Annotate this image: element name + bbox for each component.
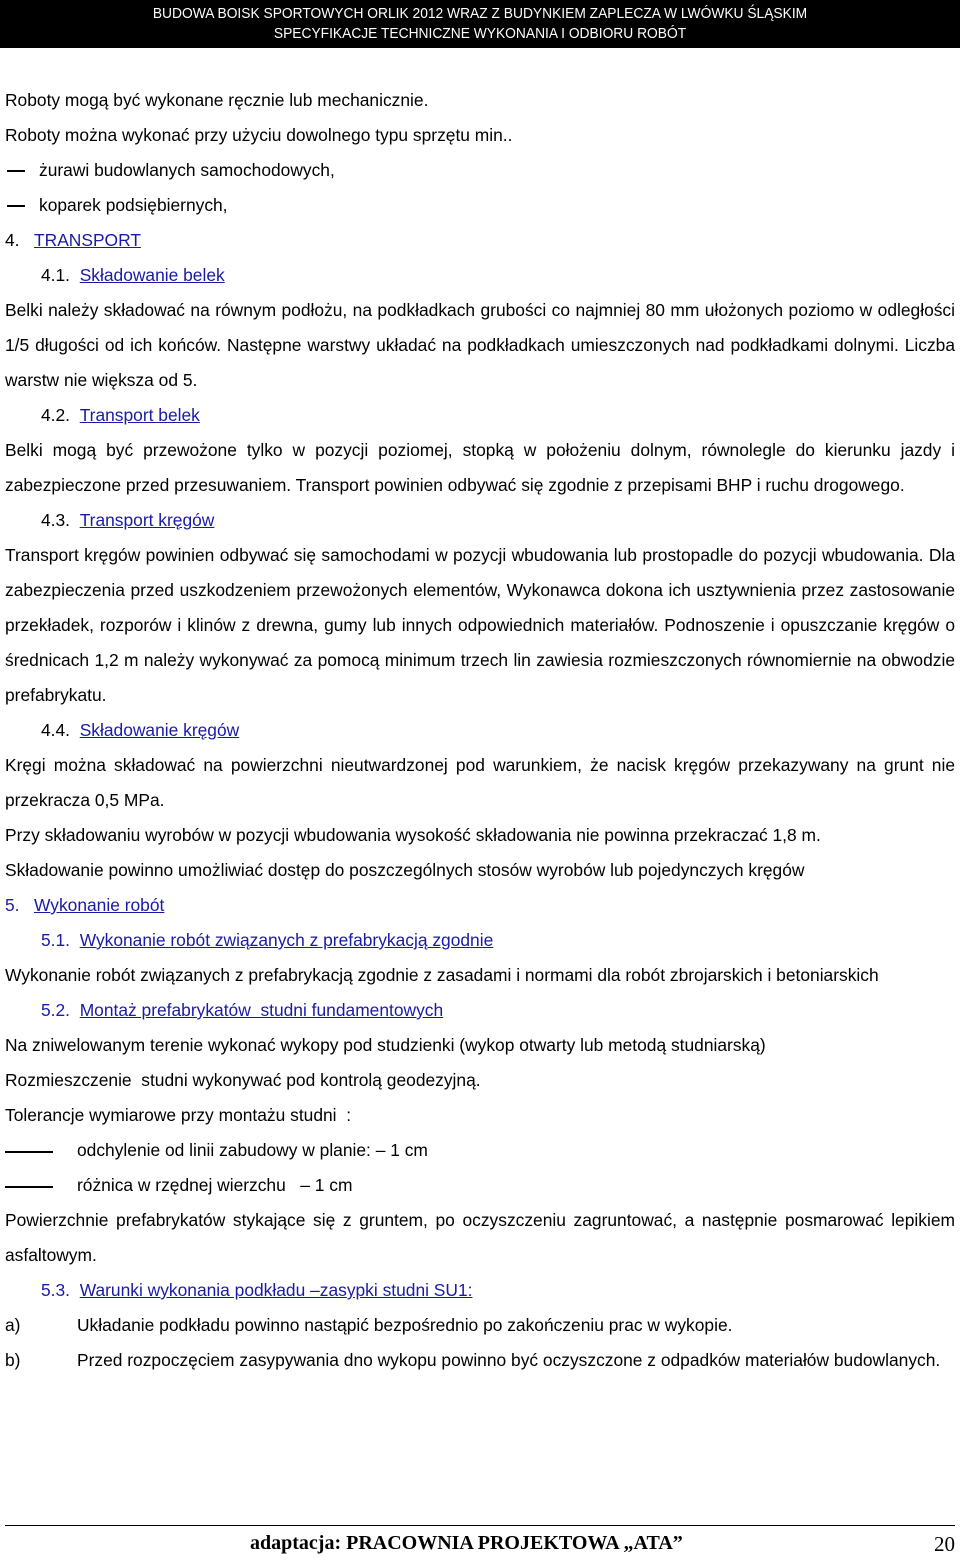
footer-divider — [5, 1525, 955, 1526]
section-heading-5: 5. Wykonanie robót — [5, 895, 165, 915]
list-item-a: a) Układanie podkładu powinno nastąpić bezpośrednio po zakończeniu prac w wykopie. — [5, 1315, 733, 1335]
dash-bullet — [5, 1186, 53, 1188]
paragraph: Wykonanie robót związanych z prefabrykacją zgodnie z zasadami i normami dla robót zbrojarskich i betoniarskich — [5, 965, 879, 985]
dash-bullet — [5, 1151, 53, 1153]
paragraph: Belki mogą być przewożone tylko w pozycji poziomej, stopką w położeniu dolnym, równolegle do kierunku jazdy i zabezpieczone przed przesuwaniem. Transport powinien odbywać się zgodnie z przepisami BHP i ruchu drogowego. — [5, 440, 955, 495]
list-item-b: b) Przed rozpoczęciem zasypywania dno wykopu powinno być oczyszczone z odpadków materiałów budowlanych. — [5, 1350, 941, 1370]
page-number: 20 — [934, 1532, 955, 1556]
list-item: koparek podsiębiernych, — [5, 188, 955, 223]
section-heading-4-3: 4.3. Transport kręgów — [41, 510, 215, 530]
section-heading-4-4: 4.4. Składowanie kręgów — [41, 720, 240, 740]
section-heading-4-1: 4.1. Składowanie belek — [41, 265, 225, 285]
paragraph: Roboty mogą być wykonane ręcznie lub mechanicznie. — [5, 90, 429, 110]
paragraph: Tolerancje wymiarowe przy montażu studni : — [5, 1105, 352, 1125]
paragraph: Rozmieszczenie studni wykonywać pod kontrolą geodezyjną. — [5, 1070, 481, 1090]
section-heading-5-3: 5.3. Warunki wykonania podkładu –zasypki studni SU1: — [41, 1280, 473, 1300]
paragraph: Transport kręgów powinien odbywać się samochodami w pozycji wbudowania lub prostopadle do pozycji wbudowania. Dla zabezpieczenia przed uszkodzeniem przewożonych elementów, Wykonawca dokona ich usztywnienia przez zastosowanie przekładek, rozporów i klinów z drewna, gumy lub innych odpowiednich materiałów. Podnoszenie i opuszczanie kręgów o średnicach 1,2 m należy wykonywać za pomocą minimum trzech lin zawiesia rozmieszczonych równomiernie na obwodzie prefabrykatu. — [5, 545, 955, 705]
document-header — [0, 0, 960, 48]
list-item: odchylenie od linii zabudowy w planie: – 1 cm — [5, 1133, 955, 1168]
paragraph: Powierzchnie prefabrykatów stykające się z gruntem, po oczyszczeniu zagruntować, a następnie posmarować lepikiem asfaltowym. — [5, 1210, 955, 1265]
header-line-1: BUDOWA BOISK SPORTOWYCH ORLIK 2012 WRAZ Z BUDYNKIEM ZAPLECZA W LWÓWKU ŚLĄSKIM — [152, 5, 808, 22]
dash-bullet — [7, 170, 25, 172]
paragraph: Przy składowaniu wyrobów w pozycji wbudowania wysokość składowania nie powinna przekraczać 1,8 m. — [5, 825, 821, 845]
header-line-2: SPECYFIKACJE TECHNICZNE WYKONANIA I ODBIORU ROBÓT — [273, 25, 687, 42]
paragraph: Belki należy składować na równym podłożu, na podkładkach grubości co najmniej 80 mm ułożonych poziomo w odległości 1/5 długości od ich końców. Następne warstwy układać na podkładkach umieszczonych nad podkładkami dolnymi. Liczba warstw nie większa od 5. — [5, 300, 955, 390]
section-heading-5-2: 5.2. Montaż prefabrykatów studni fundamentowych — [41, 1000, 444, 1020]
list-item: żurawi budowlanych samochodowych, — [5, 153, 955, 188]
dash-bullet — [7, 205, 25, 207]
page-footer — [250, 1532, 955, 1560]
list-item: różnica w rzędnej wierzchu – 1 cm — [5, 1168, 955, 1203]
paragraph: Kręgi można składować na powierzchni nieutwardzonej pod warunkiem, że nacisk kręgów przekazywany na grunt nie przekracza 0,5 MPa. — [5, 755, 955, 810]
paragraph: Składowanie powinno umożliwiać dostęp do poszczególnych stosów wyrobów lub pojedynczych kręgów — [5, 860, 805, 880]
section-heading-4: 4. TRANSPORT — [5, 230, 141, 250]
footer-text: adaptacja: PRACOWNIA PROJEKTOWA „ATA” — [250, 1532, 683, 1554]
paragraph: Roboty można wykonać przy użyciu dowolnego typu sprzętu min.. — [5, 125, 513, 145]
document-body — [5, 83, 955, 1378]
section-heading-5-1: 5.1. Wykonanie robót związanych z prefabrykacją zgodnie — [41, 930, 494, 950]
paragraph: Na zniwelowanym terenie wykonać wykopy pod studzienki (wykop otwarty lub metodą studniarską) — [5, 1035, 766, 1055]
section-heading-4-2: 4.2. Transport belek — [41, 405, 200, 425]
